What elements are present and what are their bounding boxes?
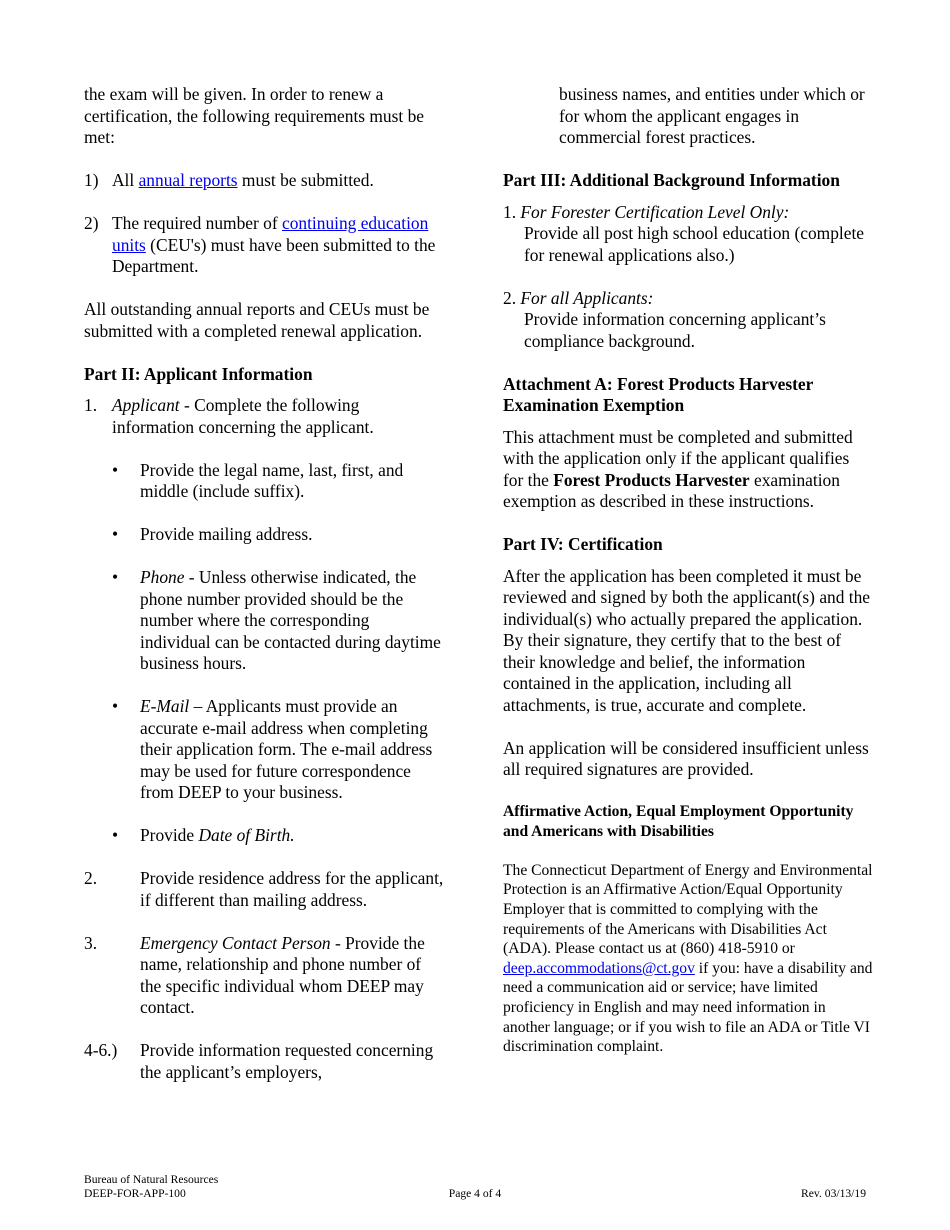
part-4-heading: Part IV: Certification (503, 534, 663, 554)
bullet-icon: • (112, 567, 119, 587)
part2-item-1-number: 1. (84, 395, 98, 415)
bullet-icon: • (112, 825, 119, 845)
attachment-a-heading: Attachment A: Forest Products Harvester Examination Exemption (503, 373, 814, 415)
footer-revision: Rev. 03/13/19 (801, 1187, 866, 1200)
requirement-2-pre: The required number of (112, 213, 282, 233)
bullet-phone (84, 567, 444, 675)
part2-item-1-text: - Complete the following information concerning the applicant. (112, 395, 374, 437)
bullet-email (84, 696, 444, 804)
part2-item-2-number: 2. (84, 868, 98, 888)
part2-item-3 (84, 933, 444, 1019)
requirement-1-pre: All (112, 170, 139, 190)
requirement-1-number: 1) (84, 170, 99, 190)
footer-page-number: Page 4 of 4 (448, 1187, 502, 1200)
part2-item-2 (84, 868, 444, 911)
outstanding-paragraph: All outstanding annual reports and CEUs must be submitted with a completed renewal application. (84, 299, 430, 341)
forester-level-label: For Forester Certification Level Only: (520, 201, 790, 222)
affirmative-action-heading: Affirmative Action, Equal Employment Opportunity and Americans with Disabilities (503, 803, 854, 840)
part-2-heading: Part II: Applicant Information (84, 363, 313, 384)
footer-bureau: Bureau of Natural Resources (84, 1173, 219, 1186)
bullet-icon: • (112, 696, 119, 716)
part3-item-1 (503, 202, 873, 267)
part2-item-2-text: Provide residence address for the applicant, if different than mailing address. (140, 868, 444, 910)
footer-form-number: DEEP-FOR-APP-100 (84, 1187, 186, 1200)
part3-item-2-text: Provide information concerning applicant’s compliance background. (524, 309, 826, 351)
bullet-icon: • (112, 459, 119, 480)
left-column (84, 84, 444, 1083)
attachment-a-pre: This attachment must be completed and submitted with the application only if the applicant qualifies for the (503, 426, 853, 490)
part3-item-1-number: 1. (503, 201, 517, 222)
part2-item-1 (84, 395, 444, 438)
part2-item-4-6-text: Provide information requested concerning the applicant’s employers, (140, 1040, 434, 1082)
attachment-a-paragraph (503, 427, 873, 513)
requirement-1 (84, 170, 444, 192)
email-label: E-Mail (140, 696, 190, 716)
insufficient-paragraph: An application will be considered insufficient unless all required signatures are provided. (503, 737, 869, 779)
phone-label: Phone (140, 567, 185, 587)
requirement-1-post: must be submitted. (237, 170, 374, 190)
part2-item-3-text: - Provide the name, relationship and phone number of the specific individual whom DEEP may contact. (140, 932, 425, 1017)
phone-text: - Unless otherwise indicated, the phone number provided should be the number where the corresponding individual can be contacted during daytime business hours. (140, 567, 441, 673)
part3-item-1-text: Provide all post high school education (complete for renewal applications also.) (524, 223, 865, 265)
intro-paragraph: the exam will be given. In order to renew a certification, the following requirements must be met: (84, 84, 424, 147)
dob-label: Date of Birth. (198, 825, 295, 845)
bullet-mailing-text: Provide mailing address. (140, 524, 313, 544)
part2-item-4-6-continued: business names, and entities under which or for whom the applicant engages in commercial forest practices. (559, 84, 865, 147)
aa-pre: The Connecticut Department of Energy and Environmental Protection is an Affirmative Action/Equal Opportunity Employer that is committed to complying with the requirements of the Americans with Disabilities Act (ADA). Please contact us at (860) 418-5910 or (503, 861, 873, 958)
bullet-icon: • (112, 524, 119, 544)
requirement-2-number: 2) (84, 213, 99, 233)
emergency-contact-label: Emergency Contact Person (140, 932, 331, 953)
page-footer (84, 1173, 866, 1201)
bullet-mailing (84, 524, 444, 546)
affirmative-action-paragraph (503, 861, 873, 1057)
dob-pre: Provide (140, 825, 199, 845)
part3-item-2 (503, 288, 873, 353)
requirement-2 (84, 213, 444, 278)
part3-item-2-number: 2. (503, 287, 517, 308)
part2-item-4-6 (84, 1040, 444, 1083)
right-column (503, 84, 873, 1057)
requirement-2-post: (CEU's) must have been submitted to the Department. (112, 234, 436, 276)
accommodations-email-link[interactable]: deep.accommodations@ct.gov (503, 959, 695, 977)
attachment-a-post: examination exemption as described in these instructions. (503, 469, 840, 511)
continuing-education-units-link[interactable]: continuing education units (112, 213, 429, 255)
aa-post: if you: have a disability and need a communication aid or service; have limited proficiency in English and may need information in another language; or if you wish to file an ADA or Title VI discrimination complaint. (503, 959, 873, 1056)
part-3-heading: Part III: Additional Background Information (503, 170, 840, 190)
attachment-a-bold: Forest Products Harvester (553, 469, 750, 490)
applicant-label: Applicant (112, 395, 180, 415)
certification-paragraph: After the application has been completed it must be reviewed and signed by both the applicant(s) and the individual(s) who actually prepared the application. By their signature, they certify that to the best of their knowledge and belief, the information contained in the application, including all attachments, is true, accurate and complete. (503, 565, 871, 715)
bullet-dob (84, 825, 444, 847)
bullet-legal-name-text: Provide the legal name, last, first, and middle (include suffix). (140, 459, 404, 501)
part2-item-4-6-number: 4-6.) (84, 1040, 118, 1060)
part2-item-3-number: 3. (84, 932, 98, 953)
all-applicants-label: For all Applicants: (520, 287, 654, 308)
annual-reports-link[interactable]: annual reports (138, 170, 238, 190)
bullet-legal-name (84, 460, 444, 503)
email-text: – Applicants must provide an accurate e-mail address when completing their application form. The e-mail address may be used for future correspondence from DEEP to your business. (140, 696, 433, 802)
